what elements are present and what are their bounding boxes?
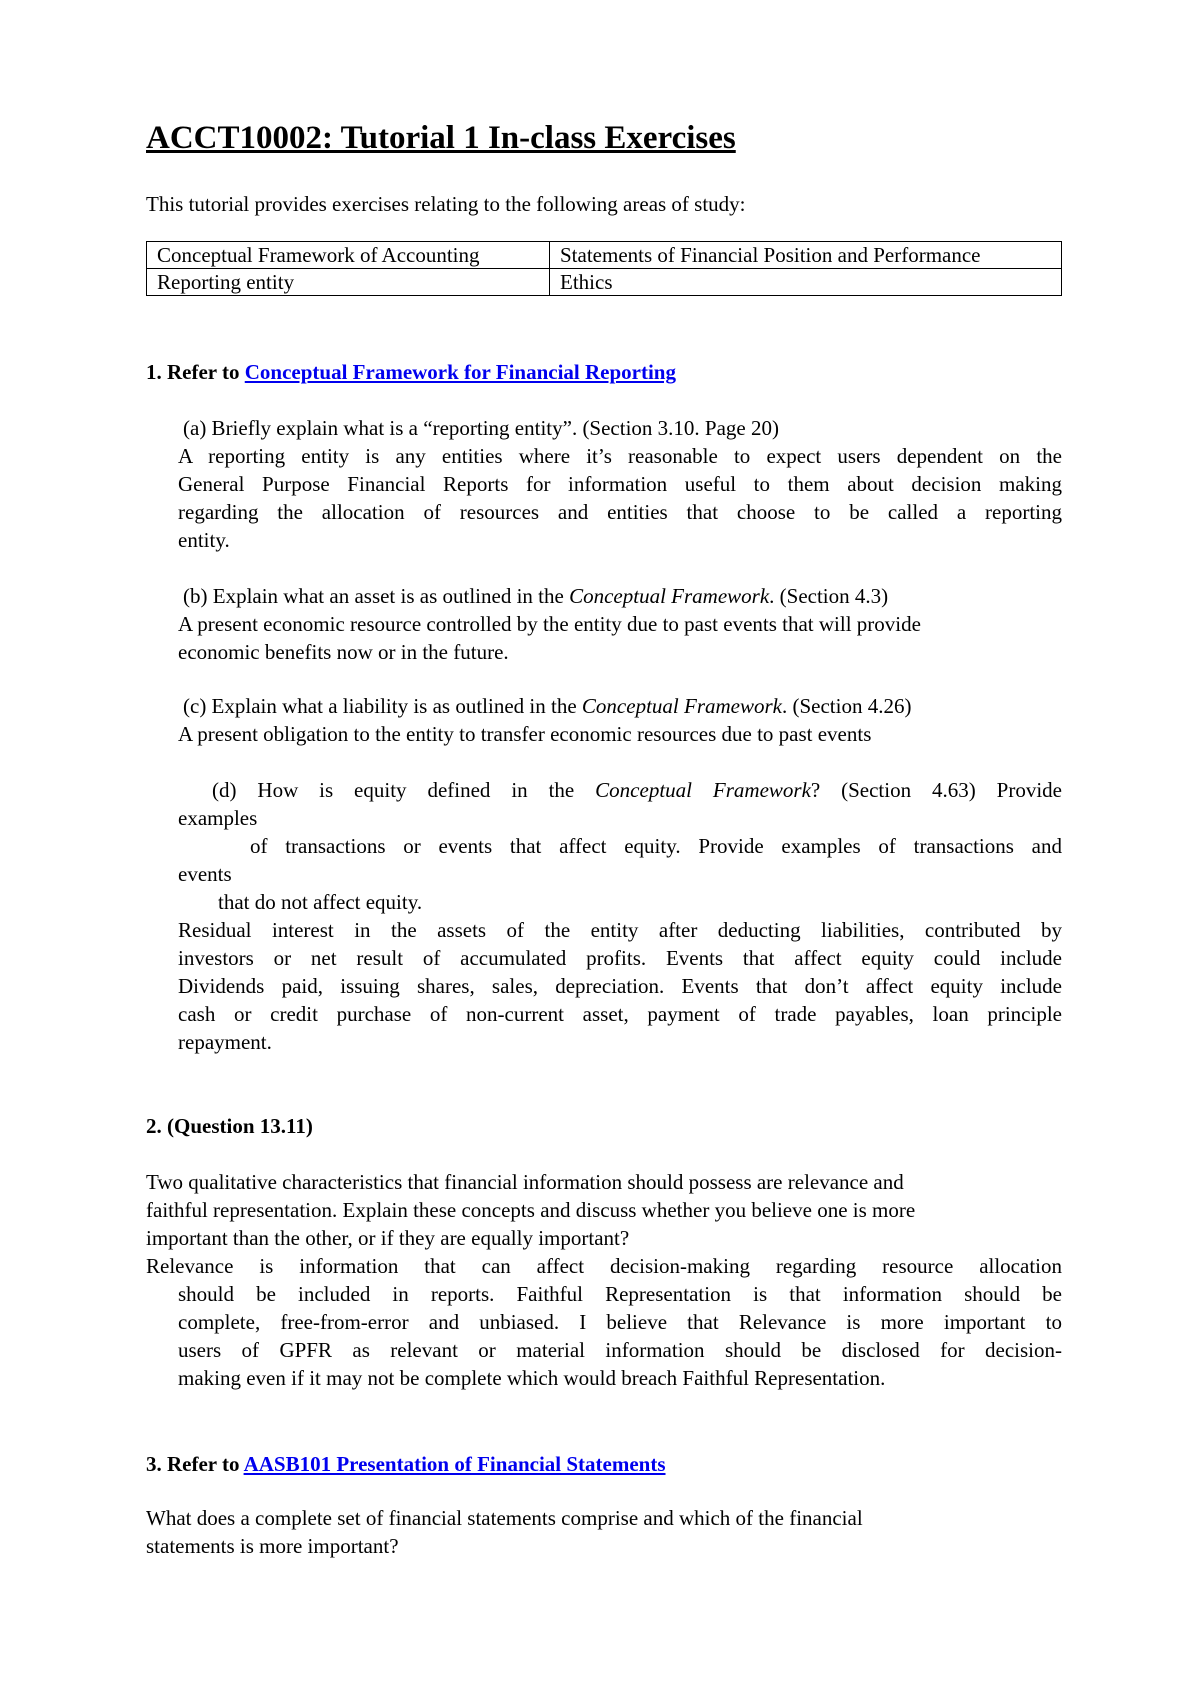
answer-1a-line: A reporting entity is any entities where it’s reasonable to expect users dependent on the [178, 444, 1062, 468]
answer-2-line: should be included in reports. Faithful Representation is that information should be [178, 1282, 1062, 1306]
answer-2-line: users of GPFR as relevant or material information should be disclosed for decision- [178, 1338, 1062, 1362]
question-1d-prefix: (d) How is equity defined in the [212, 778, 596, 802]
areas-of-study-table [146, 241, 1062, 296]
table-cell: Ethics [550, 269, 1062, 296]
question-1a-text: (a) Briefly explain what is a “reporting entity”. (Section 3.10. Page 20) [183, 416, 779, 440]
question-1d-line1 [212, 776, 1062, 804]
answer-1d-line: investors or net result of accumulated profits. Events that affect equity could include [178, 946, 1062, 970]
question-3-heading-prefix: 3. Refer to [146, 1452, 244, 1476]
answer-1d-line: Dividends paid, issuing shares, sales, depreciation. Events that don’t affect equity include [178, 974, 1062, 998]
conceptual-framework-link[interactable]: Conceptual Framework for Financial Reporting [244, 360, 676, 384]
question-2-line: important than the other, or if they are equally important? [146, 1226, 630, 1250]
question-1c-prefix: (c) Explain what a liability is as outlined in the [183, 694, 582, 718]
answer-1c-line: A present obligation to the entity to transfer economic resources due to past events [178, 722, 872, 746]
page-title: ACCT10002: Tutorial 1 In-class Exercises [146, 120, 736, 156]
question-1-heading [146, 358, 676, 386]
aasb101-link[interactable]: AASB101 Presentation of Financial Statements [243, 1452, 666, 1476]
question-1d-italic: Conceptual Framework [595, 778, 811, 802]
table-cell: Conceptual Framework of Accounting [147, 242, 550, 269]
answer-1d-line: cash or credit purchase of non-current asset, payment of trade payables, loan principle [178, 1002, 1062, 1026]
answer-1a-line: regarding the allocation of resources and entities that choose to be called a reporting [178, 500, 1062, 524]
answer-2-line: complete, free-from-error and unbiased. I believe that Relevance is more important to [178, 1310, 1062, 1334]
question-1d-line4: events [178, 862, 232, 886]
table-cell: Reporting entity [147, 269, 550, 296]
intro-text: This tutorial provides exercises relating to the following areas of study: [146, 192, 746, 216]
question-1c-text [183, 692, 911, 720]
answer-1d-line: Residual interest in the assets of the entity after deducting liabilities, contributed by [178, 918, 1062, 942]
question-2-line: Two qualitative characteristics that financial information should possess are relevance and [146, 1170, 904, 1194]
answer-2-line: making even if it may not be complete which would breach Faithful Representation. [178, 1366, 886, 1390]
question-3-heading [146, 1450, 666, 1478]
question-1b-suffix: . (Section 4.3) [769, 584, 889, 608]
question-1d-suffix: ? (Section 4.63) Provide [810, 778, 1063, 802]
answer-1b-line: economic benefits now or in the future. [178, 640, 509, 664]
answer-1a-line: General Purpose Financial Reports for information useful to them about decision making [178, 472, 1062, 496]
question-3-line: What does a complete set of financial statements comprise and which of the financial [146, 1506, 863, 1530]
question-1b-prefix: (b) Explain what an asset is as outlined in the [183, 584, 570, 608]
answer-2-line: Relevance is information that can affect decision-making regarding resource allocation [146, 1254, 1062, 1278]
question-3-line: statements is more important? [146, 1534, 399, 1558]
table-cell: Statements of Financial Position and Performance [550, 242, 1062, 269]
question-2-line: faithful representation. Explain these concepts and discuss whether you believe one is more [146, 1198, 916, 1222]
question-1d-line5: that do not affect equity. [218, 890, 423, 914]
question-1d-line2: examples [178, 806, 258, 830]
question-1b-text [183, 582, 888, 610]
answer-1b-line: A present economic resource controlled by the entity due to past events that will provide [178, 612, 921, 636]
table-row [147, 269, 1062, 296]
answer-1d-line: repayment. [178, 1030, 272, 1054]
question-1c-suffix: . (Section 4.26) [781, 694, 912, 718]
question-1c-italic: Conceptual Framework [581, 694, 782, 718]
question-1d-line3: of transactions or events that affect equity. Provide examples of transactions and [250, 834, 1062, 858]
answer-1a-line: entity. [178, 528, 230, 552]
question-1b-italic: Conceptual Framework [569, 584, 770, 608]
question-2-heading: 2. (Question 13.11) [146, 1114, 313, 1138]
question-1-heading-prefix: 1. Refer to [146, 360, 245, 384]
table-row [147, 242, 1062, 269]
